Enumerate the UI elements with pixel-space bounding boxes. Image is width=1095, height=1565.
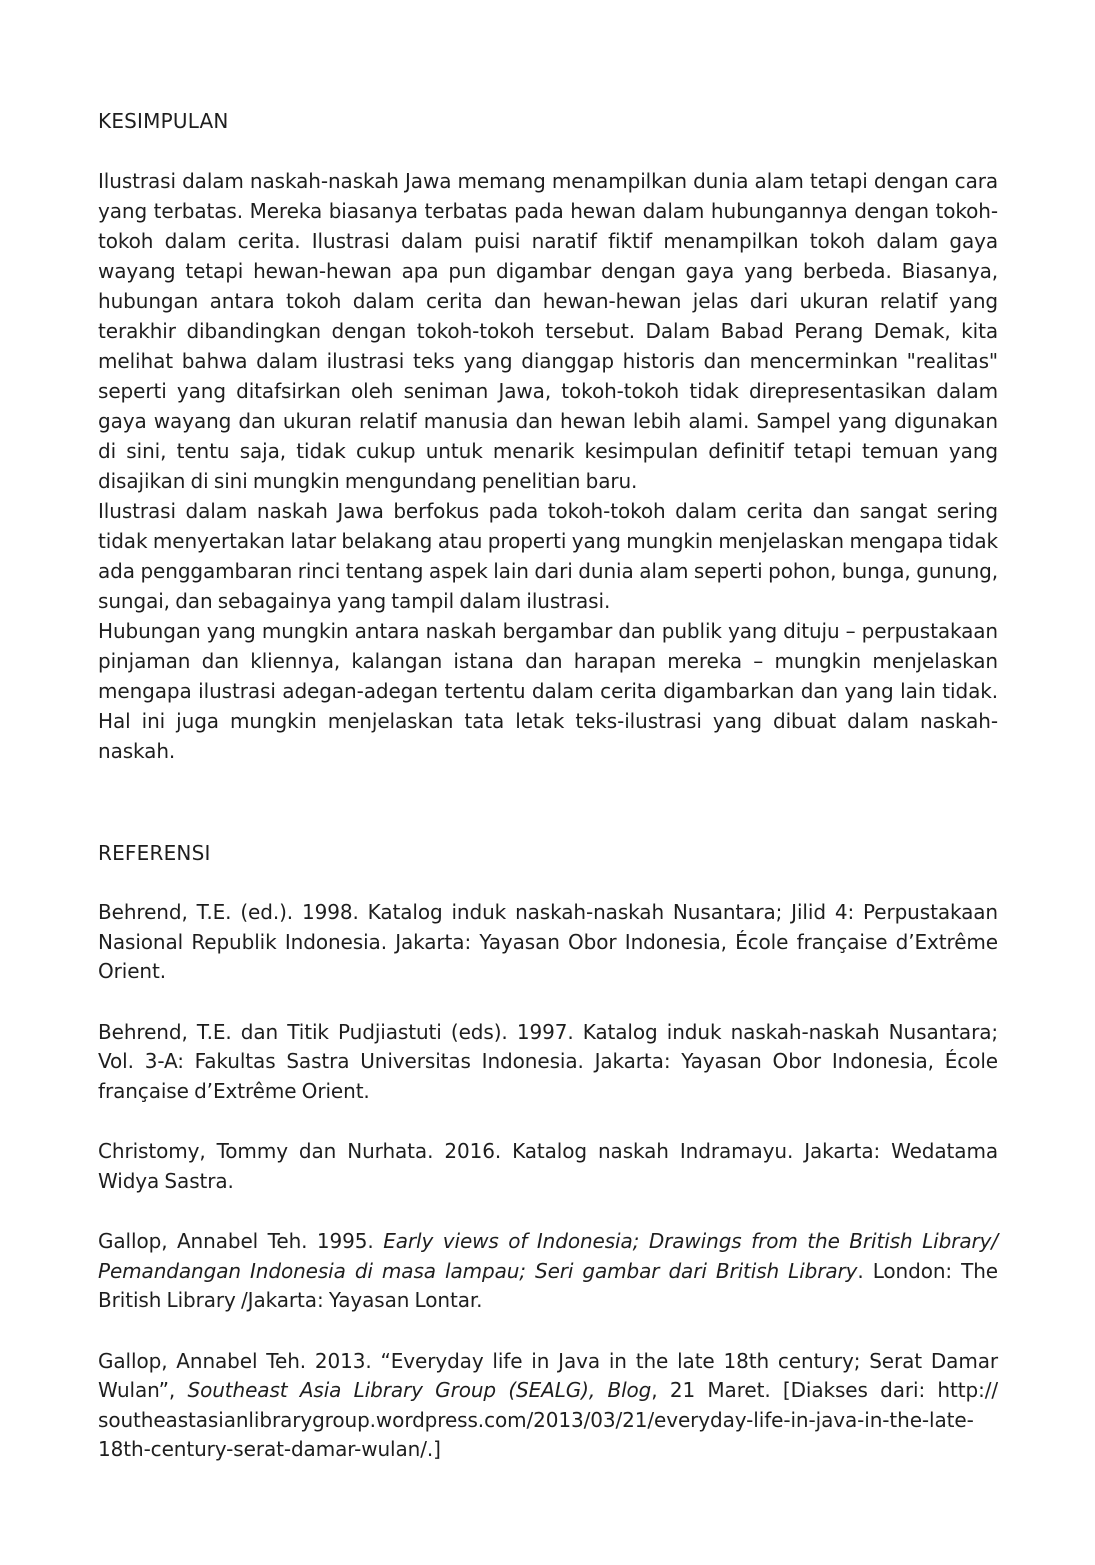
reference-item: [98, 1227, 998, 1316]
reference-item: [98, 898, 998, 987]
reference-text: Christomy, Tommy dan Nurhata. 2016. Katalog naskah Indramayu. Jakarta: Wedatama Widya Sastra.: [98, 1139, 998, 1193]
conclusion-paragraph-3: Hubungan yang mungkin antara naskah bergambar dan publik yang dituju – perpustakaan pinjaman dan kliennya, kalangan istana dan harapan mereka – mungkin menjelaskan mengapa ilustrasi adegan-adegan tertentu dalam cerita digambarkan dan yang lain tidak. Hal ini juga mungkin menjelaskan tata letak teks-ilustrasi yang dibuat dalam naskah-naskah.: [98, 619, 998, 763]
reference-source-italic: Southeast Asia Library Group (SEALG), Blog: [187, 1378, 652, 1402]
conclusion-heading: KESIMPULAN: [98, 109, 229, 133]
conclusion-paragraph-1: Ilustrasi dalam naskah-naskah Jawa memang menampilkan dunia alam tetapi dengan cara yang terbatas. Mereka biasanya terbatas pada hewan dalam hubungannya dengan tokoh-tokoh dalam cerita. Ilustrasi dalam puisi naratif fiktif menampilkan tokoh dalam gaya wayang tetapi hewan-hewan apa pun digambar dengan gaya yang berbeda. Biasanya, hubungan antara tokoh dalam cerita dan hewan-hewan jelas dari ukuran relatif yang terakhir dibandingkan dengan tokoh-tokoh tersebut. Dalam Babad Perang Demak, kita melihat bahwa dalam ilustrasi teks yang dianggap historis dan mencerminkan "realitas" seperti yang ditafsirkan oleh seniman Jawa, tokoh-tokoh tidak direpresentasikan dalam gaya wayang dan ukuran relatif manusia dan hewan lebih alami. Sampel yang digunakan di sini, tentu saja, tidak cukup untuk menarik kesimpulan definitif tetapi temuan yang disajikan di sini mungkin mengundang penelitian baru.: [98, 169, 998, 493]
reference-text: Behrend, T.E. (ed.). 1998. Katalog induk naskah-naskah Nusantara; Jilid 4: Perpustakaan Nasional Republik Indonesia. Jakarta: Yayasan Obor Indonesia, École française d’Extrême Orient.: [98, 900, 998, 983]
conclusion-paragraph-2: Ilustrasi dalam naskah Jawa berfokus pada tokoh-tokoh dalam cerita dan sangat sering tidak menyertakan latar belakang atau properti yang mungkin menjelaskan mengapa tidak ada penggambaran rinci tentang aspek lain dari dunia alam seperti pohon, bunga, gunung, sungai, dan sebagainya yang tampil dalam ilustrasi.: [98, 499, 998, 613]
reference-text: Behrend, T.E. dan Titik Pudjiastuti (eds). 1997. Katalog induk naskah-naskah Nusantara; Vol. 3-A: Fakultas Sastra Universitas Indonesia. Jakarta: Yayasan Obor Indonesia, École française d’Extrême Orient.: [98, 1019, 998, 1103]
reference-text: Gallop, Annabel Teh. 1995.: [98, 1229, 384, 1253]
reference-item: [98, 1347, 998, 1465]
reference-list: [98, 898, 998, 1496]
reference-title-italic: Early views of Indonesia; Drawings from the British Library/ Pemandangan Indonesia di masa lampau; Seri gambar dari British Library: [98, 1229, 998, 1283]
reference-text-tail: , 21 Maret. [Diakses dari: http:// southeastasianlibrarygroup.wordpress.com/2013/03/21/everyday-life-in-java-in-the-late-18th-century-serat-damar-wulan/.]: [98, 1378, 998, 1461]
reference-item: [98, 1137, 998, 1196]
references-heading: REFERENSI: [98, 841, 211, 865]
reference-text: Gallop, Annabel Teh. 2013. “Everyday life in Java in the late 18th century; Serat Damar Wulan”,: [98, 1348, 998, 1402]
conclusion-body: [98, 166, 998, 766]
reference-item: [98, 1018, 998, 1107]
reference-text-tail: . London: The British Library /Jakarta: Yayasan Lontar.: [98, 1258, 998, 1312]
